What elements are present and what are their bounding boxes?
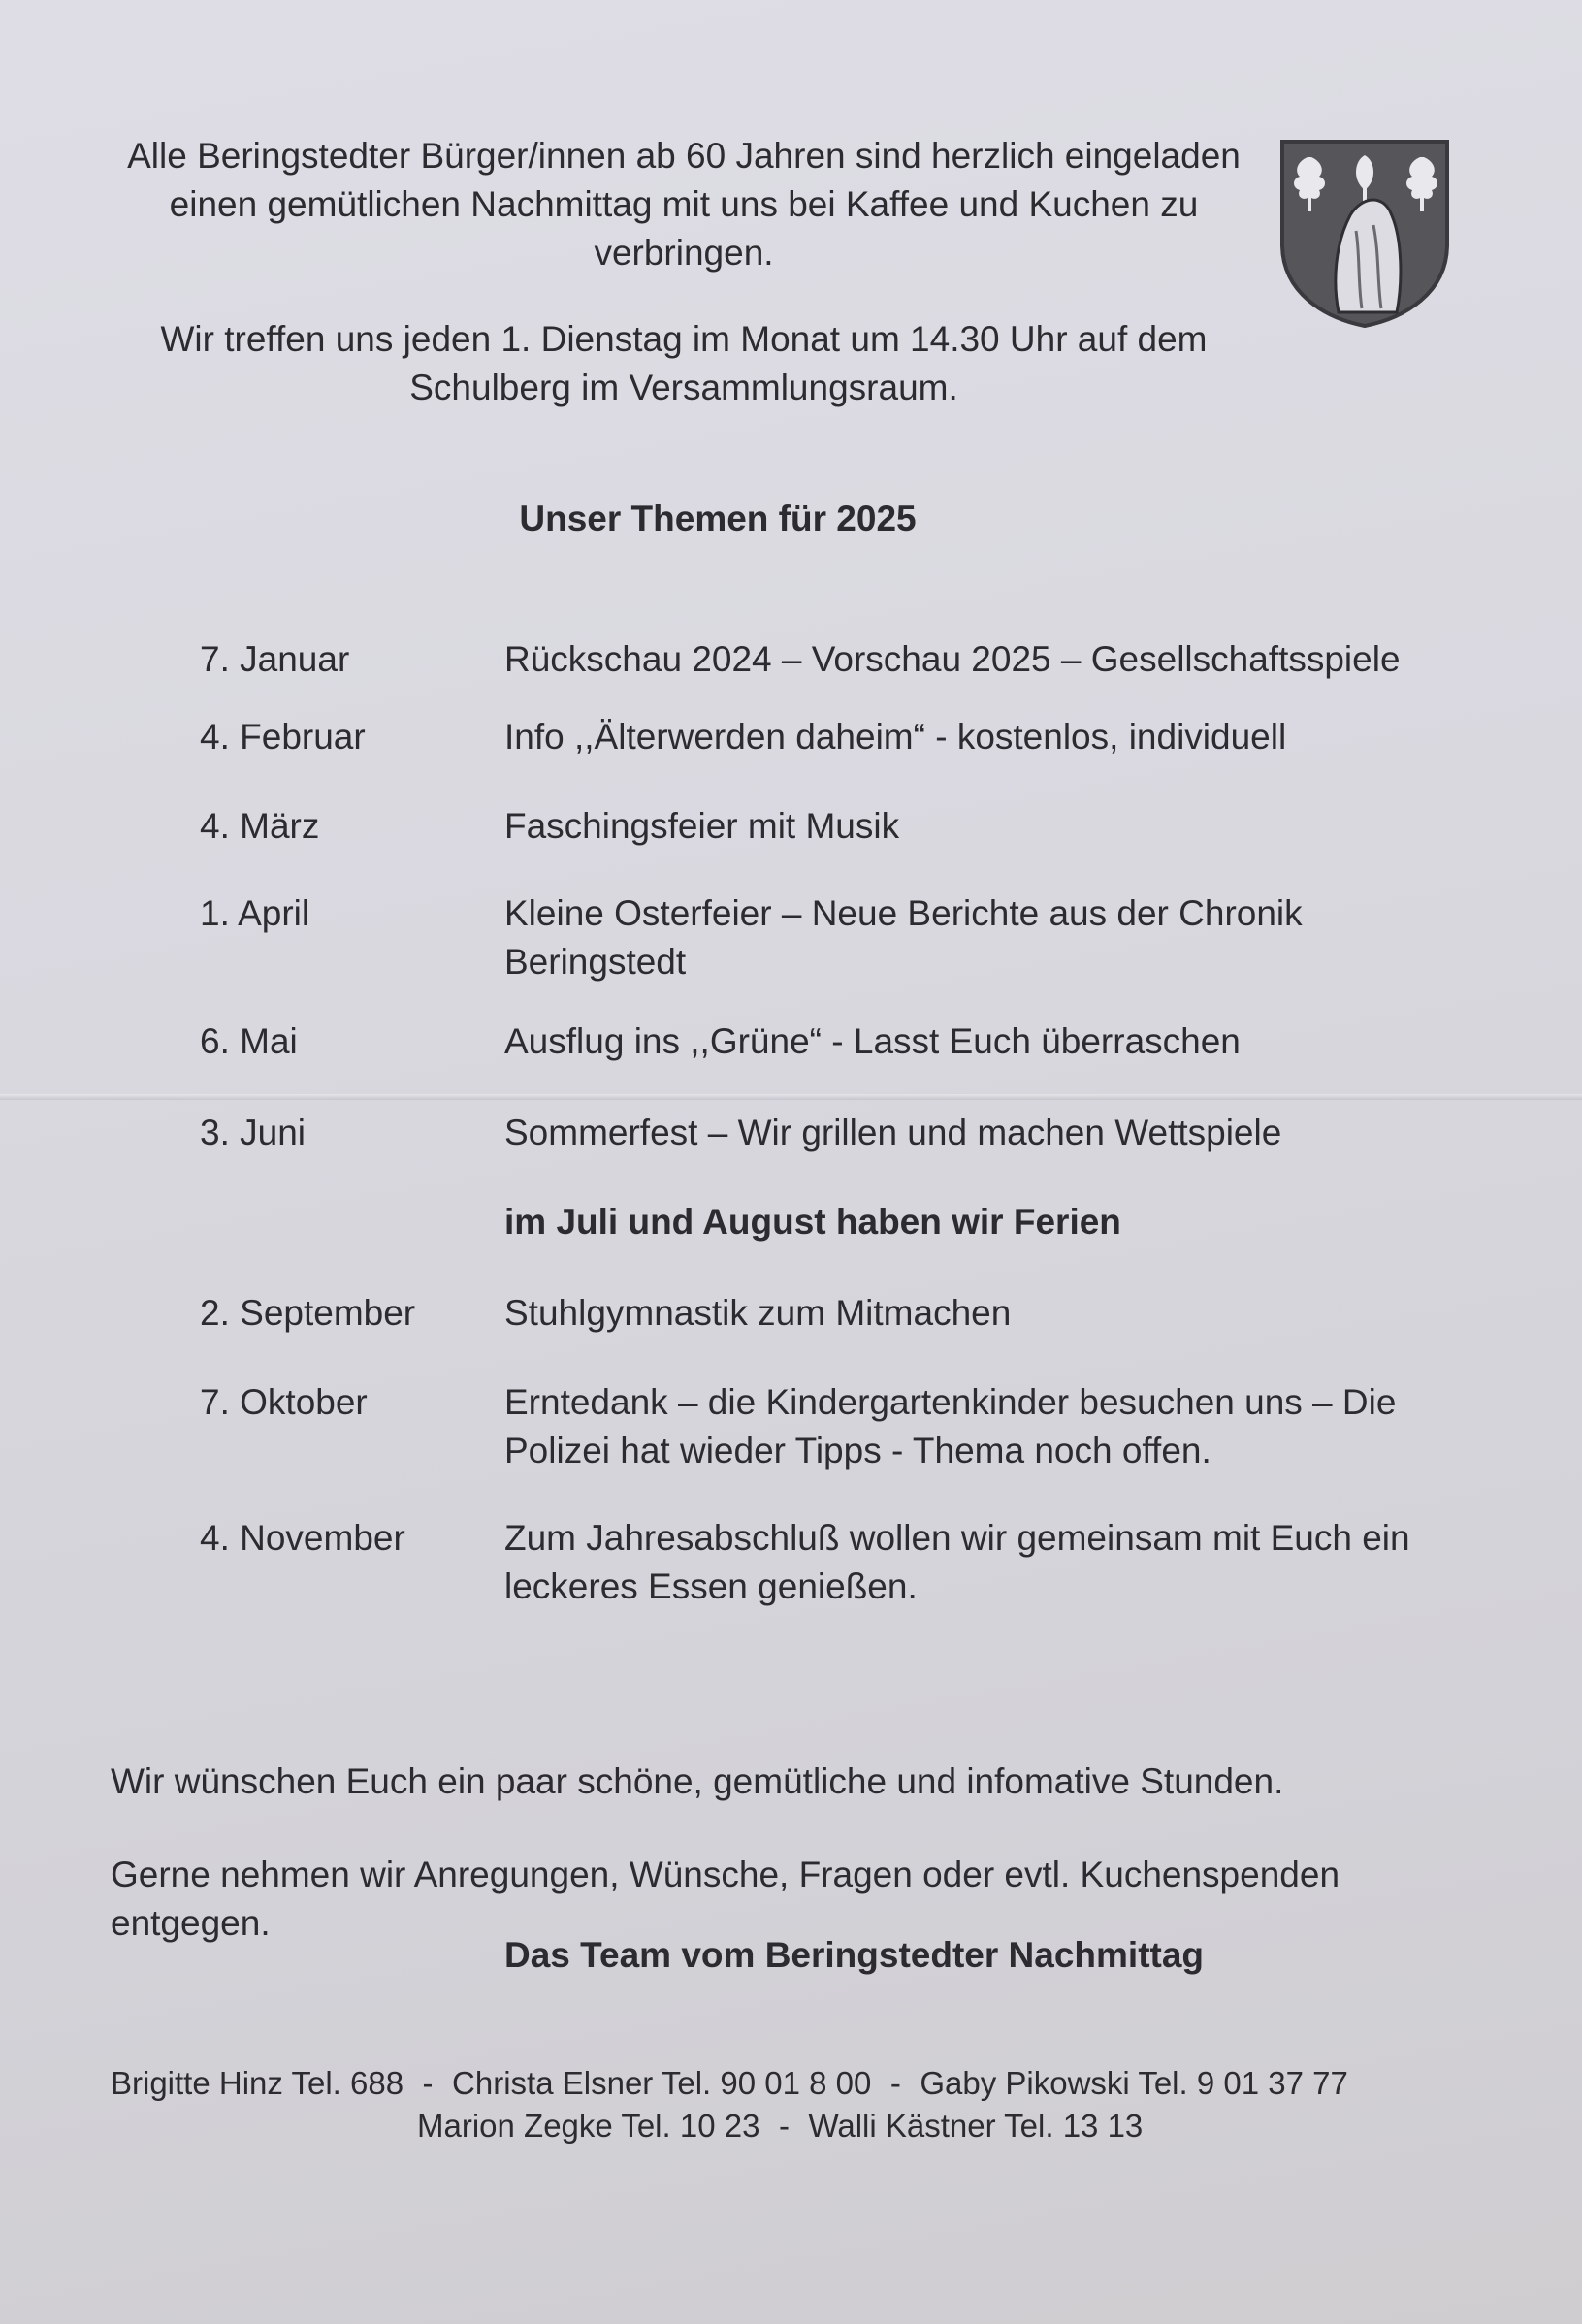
meeting-info: Wir treffen uns jeden 1. Dienstag im Monat um 14.30 Uhr auf dem Schulberg im Versammlungsraum. — [160, 319, 1208, 407]
schedule-date: 3. Juni — [200, 1113, 307, 1152]
schedule-row — [200, 1289, 1461, 1338]
schedule-date: 7. Oktober — [200, 1382, 368, 1422]
schedule-row — [200, 635, 1461, 684]
schedule-row — [200, 889, 1461, 986]
schedule-row — [200, 1514, 1461, 1611]
schedule-date: 2. September — [200, 1293, 416, 1333]
contact-entry: Brigitte Hinz Tel. 688 — [111, 2065, 404, 2101]
contact-list — [111, 2062, 1498, 2147]
schedule-row — [200, 1378, 1461, 1475]
schedule-topic: Zum Jahresabschluß wollen wir gemeinsam mit Euch ein leckeres Essen genießen. — [504, 1518, 1410, 1606]
closing-request: Gerne nehmen wir Anregungen, Wünsche, Fragen oder evtl. Kuchenspenden entgegen. — [111, 1855, 1340, 1943]
schedule-topic: Sommerfest – Wir grillen und machen Wettspiele — [504, 1113, 1282, 1152]
schedule-heading: Unser Themen für 2025 — [519, 499, 917, 538]
schedule-topic: Info ,,Älterwerden daheim“ - kostenlos, individuell — [504, 717, 1287, 757]
schedule-date — [200, 1198, 504, 1246]
contact-entry: Christa Elsner Tel. 90 01 8 00 — [452, 2065, 872, 2101]
schedule-date: 6. Mai — [200, 1021, 298, 1061]
contact-entry: Walli Kästner Tel. 13 13 — [808, 2108, 1144, 2144]
schedule-topic: Stuhlgymnastik zum Mitmachen — [504, 1293, 1012, 1333]
schedule-date: 7. Januar — [200, 639, 350, 679]
summer-break-note: im Juli und August haben wir Ferien — [504, 1202, 1121, 1242]
schedule-row — [200, 802, 1461, 851]
schedule-row — [200, 713, 1461, 761]
contact-line — [111, 2105, 1498, 2147]
team-signoff: Das Team vom Beringstedter Nachmittag — [504, 1935, 1205, 1975]
schedule-date: 4. Februar — [200, 717, 366, 757]
contact-separator: - — [889, 2065, 901, 2101]
contact-separator: - — [422, 2065, 434, 2101]
schedule-row — [200, 1017, 1461, 1066]
schedule-row — [200, 1109, 1461, 1157]
schedule-date: 1. April — [200, 893, 310, 933]
schedule-date: 4. März — [200, 806, 320, 846]
schedule-topic: Rückschau 2024 – Vorschau 2025 – Gesellschaftsspiele — [504, 639, 1401, 679]
schedule-topic: Ausflug ins ,,Grüne“ - Lasst Euch überraschen — [504, 1021, 1241, 1061]
closing-wish: Wir wünschen Euch ein paar schöne, gemütliche und infomative Stunden. — [111, 1761, 1284, 1801]
schedule-topic: Kleine Osterfeier – Neue Berichte aus der Chronik Beringstedt — [504, 893, 1303, 982]
schedule-date: 4. November — [200, 1518, 405, 1558]
contact-line — [111, 2062, 1498, 2105]
schedule-break-row — [200, 1198, 1461, 1246]
intro-paragraph: Alle Beringstedter Bürger/innen ab 60 Jahren sind herzlich eingeladen einen gemütlichen Nachmittag mit uns bei Kaffee und Kuchen zu verbringen. — [127, 136, 1241, 273]
contact-entry: Marion Zegke Tel. 10 23 — [417, 2108, 760, 2144]
contact-separator: - — [778, 2108, 790, 2144]
schedule-topic: Faschingsfeier mit Musik — [504, 806, 900, 846]
coat-of-arms-icon — [1278, 138, 1451, 328]
schedule-topic: Erntedank – die Kindergartenkinder besuchen uns – Die Polizei hat wieder Tipps - Thema noch offen. — [504, 1382, 1397, 1470]
contact-entry: Gaby Pikowski Tel. 9 01 37 77 — [920, 2065, 1348, 2101]
schedule-list — [200, 635, 1461, 1611]
